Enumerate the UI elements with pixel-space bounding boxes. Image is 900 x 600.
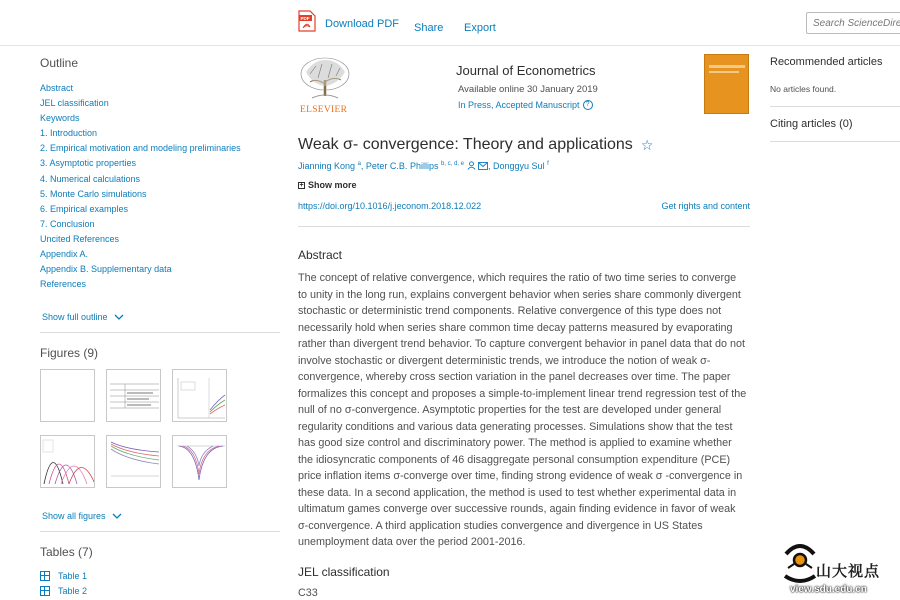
journal-cover-image[interactable] <box>704 54 749 114</box>
person-icon[interactable] <box>467 161 476 170</box>
abstract-text: The concept of relative convergence, which requires the ratio of two time series to converge to unity in the long run, explains convergent behavior when series share commonly divergent stochastic or deterministic trend components. Relative convergence of this type does not necessarily hold when series share common time decay patterns measured by evaporating rather than divergent trend behavior. To capture convergent behavior in panel data that do not involve stochastic or divergent deterministic trends, we introduce the notion of weak σ-convergence, whereby cross section variation in the panel decreases over time. The paper formalizes this concept and proposes a simple-to-implement linear trend regression test of the null of no σ-convergence. Asymptotic properties for the test are developed under general regularity conditions and various data generating processes. Simulations show that the test has good size control and discriminatory power. The method is applied to examine whether the idiosyncratic components of 46 disaggregate personal consumption expenditure (PCE) price inflation items σ-converge over time, finding strong evidence of weak σ -convergence in these data. In a second application, the method is used to test whether experimental data in ultimatum games converge over successive rounds, again finding evidence in favor of weak σ-convergence. A third application studies convergence and divergence in US States unemployment data over the period 2001-2016. <box>298 272 747 548</box>
table-item-label: Table 2 <box>58 585 88 596</box>
table-item-label: Table 1 <box>58 570 88 581</box>
abstract-heading: Abstract <box>298 248 343 262</box>
download-pdf-button[interactable] <box>298 16 399 32</box>
outline-item[interactable]: Appendix A. <box>40 249 89 260</box>
chevron-down-icon <box>112 513 122 519</box>
author-affiliation: a <box>357 161 361 167</box>
article-title <box>298 136 653 154</box>
journal-title-link[interactable]: Journal of Econometrics <box>456 63 596 78</box>
figure-thumbnail[interactable] <box>40 369 95 422</box>
outline-item[interactable]: 3. Asymptotic properties <box>40 158 137 169</box>
cover-title-stripe <box>709 65 745 68</box>
outline-item[interactable]: 2. Empirical motivation and modeling preliminaries <box>40 143 241 154</box>
get-rights-link[interactable]: Get rights and content <box>661 201 750 211</box>
elsevier-logo[interactable] <box>298 54 354 116</box>
outline-item[interactable]: Abstract <box>40 83 74 93</box>
figures-heading: Figures (9) <box>40 346 99 360</box>
author-affiliation: b, c, d, e <box>440 161 464 167</box>
email-icon[interactable] <box>478 162 488 170</box>
outline-item[interactable]: References <box>40 279 87 290</box>
show-all-figures-button[interactable] <box>42 511 122 521</box>
show-more-label: Show more <box>308 180 357 190</box>
table-item[interactable] <box>40 568 87 583</box>
jel-heading: JEL classification <box>298 565 390 579</box>
search-input[interactable] <box>806 12 900 34</box>
figure-thumbnails <box>40 369 230 519</box>
author-name: Donggyu Sul <box>493 161 545 171</box>
author-link[interactable] <box>366 161 464 171</box>
cover-title-stripe <box>709 71 739 73</box>
divider <box>40 332 280 333</box>
outline-item[interactable]: 4. Numerical calculations <box>40 173 141 184</box>
article-status[interactable] <box>458 100 593 110</box>
figure-thumbnail[interactable] <box>172 435 227 488</box>
pdf-icon <box>298 10 316 32</box>
share-button[interactable]: Share <box>414 22 444 34</box>
right-sidebar <box>770 56 900 142</box>
author-link[interactable] <box>493 161 549 171</box>
no-articles-message: No articles found. <box>770 84 837 94</box>
figure-thumbnail[interactable] <box>106 369 161 422</box>
divider <box>40 531 280 532</box>
table-icon <box>40 571 50 581</box>
article-title-text: Weak σ- convergence: Theory and applications <box>298 136 633 153</box>
outline-item[interactable]: 7. Conclusion <box>40 218 95 229</box>
plus-icon: + <box>299 181 304 189</box>
watermark-logo <box>782 540 818 584</box>
show-more-button[interactable] <box>298 180 357 190</box>
outline-heading: Outline <box>40 56 79 70</box>
tables-heading: Tables (7) <box>40 545 93 559</box>
jel-code: C33 <box>298 587 318 599</box>
show-full-outline-label: Show full outline <box>42 312 108 322</box>
dip-plot-image <box>173 436 227 488</box>
outline-item[interactable]: Uncited References <box>40 233 120 244</box>
outline-item[interactable]: JEL classification <box>40 98 109 109</box>
recommended-articles-heading[interactable]: Recommended articles <box>770 56 883 68</box>
watermark-text: 山大视点 <box>816 562 881 580</box>
article-status-label: In Press, Accepted Manuscript <box>458 100 580 110</box>
author-name: Jianning Kong <box>298 161 356 171</box>
divider <box>770 141 900 142</box>
outline-item[interactable]: 6. Empirical examples <box>40 203 129 214</box>
line-plot-image <box>173 370 227 422</box>
show-all-figures-label: Show all figures <box>42 511 106 521</box>
outline-item[interactable]: Appendix B. Supplementary data <box>40 264 172 275</box>
download-pdf-label: Download PDF <box>325 18 399 30</box>
figure-thumbnail[interactable] <box>40 435 95 488</box>
citing-articles-heading[interactable]: Citing articles (0) <box>770 118 853 130</box>
author-link[interactable] <box>298 161 361 171</box>
outline-item[interactable]: 1. Introduction <box>40 128 98 139</box>
star-icon[interactable]: ☆ <box>640 136 654 153</box>
elsevier-logo-text: ELSEVIER <box>300 105 348 115</box>
doi-link[interactable]: https://doi.org/10.1016/j.jeconom.2018.12.022 <box>298 201 482 211</box>
show-full-outline-button[interactable] <box>42 312 124 322</box>
table-figure-image <box>107 370 161 422</box>
decay-plot-image <box>107 436 161 488</box>
chevron-down-icon <box>114 314 124 320</box>
help-icon[interactable]: ? <box>583 100 593 110</box>
density-plot-image <box>41 436 95 488</box>
outline-item[interactable]: Keywords <box>40 113 80 124</box>
outline-list <box>40 81 280 292</box>
figure-thumbnail[interactable] <box>106 435 161 488</box>
export-button[interactable]: Export <box>464 22 496 34</box>
author-affiliation: f <box>547 161 549 167</box>
svg-text:PDF: PDF <box>300 16 310 21</box>
table-item[interactable] <box>40 583 87 598</box>
outline-item[interactable]: 5. Monte Carlo simulations <box>40 188 147 199</box>
author-name: Peter C.B. Phillips <box>365 161 439 171</box>
divider <box>770 106 900 107</box>
available-online-date: Available online 30 January 2019 <box>458 84 598 95</box>
table-icon <box>40 586 50 596</box>
left-sidebar <box>40 56 280 596</box>
divider <box>298 226 750 227</box>
author-list: Jianning Kong $^a$, Peter C.B. Phillips $^{b, c, d, e}$ , Donggyu Sul $^f$ <box>298 161 549 171</box>
tables-list <box>40 568 87 598</box>
figure-thumbnail[interactable] <box>172 369 227 422</box>
watermark-url: view.sdu.edu.cn <box>790 584 867 595</box>
top-toolbar <box>0 0 900 46</box>
watermark <box>782 536 900 600</box>
